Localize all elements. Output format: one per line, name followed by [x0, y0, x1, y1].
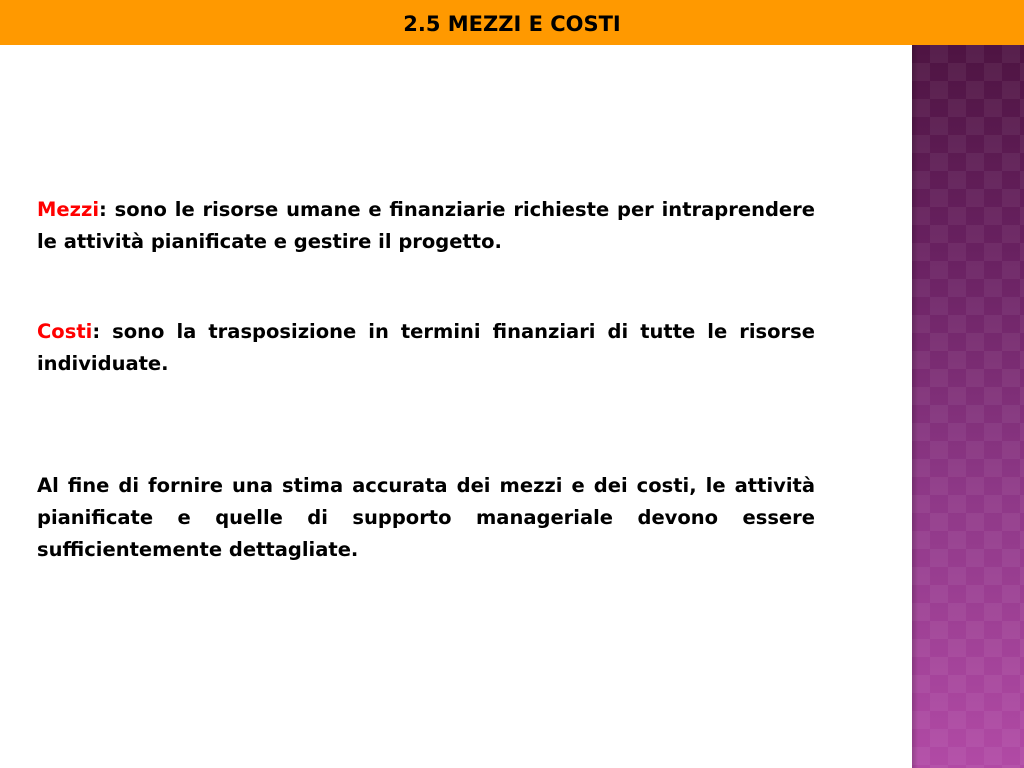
side-panel-shadow [912, 45, 918, 768]
definition-mezzi: : sono le risorse umane e finanziarie richieste per intraprendere le attività pianificate e gestire il progetto. [37, 198, 815, 253]
term-costi: Costi [37, 320, 93, 343]
title-bar [0, 0, 1024, 45]
paragraph-costi-text [37, 316, 815, 380]
paragraph-nota-text: Al fine di fornire una stima accurata dei mezzi e dei costi, le attività pianificate e quelle di supporto manageriale devono essere sufficientemente dettagliate. [37, 474, 815, 561]
paragraph-mezzi-text [37, 194, 815, 258]
term-mezzi: Mezzi [37, 198, 100, 221]
paragraph-nota [37, 470, 815, 566]
paragraph-costi [37, 316, 815, 380]
paragraph-mezzi [37, 194, 815, 258]
decorative-side-panel [912, 45, 1024, 768]
definition-costi: : sono la trasposizione in termini finanziari di tutte le risorse individuate. [37, 320, 815, 375]
slide-title: 2.5 MEZZI E COSTI [403, 11, 621, 36]
